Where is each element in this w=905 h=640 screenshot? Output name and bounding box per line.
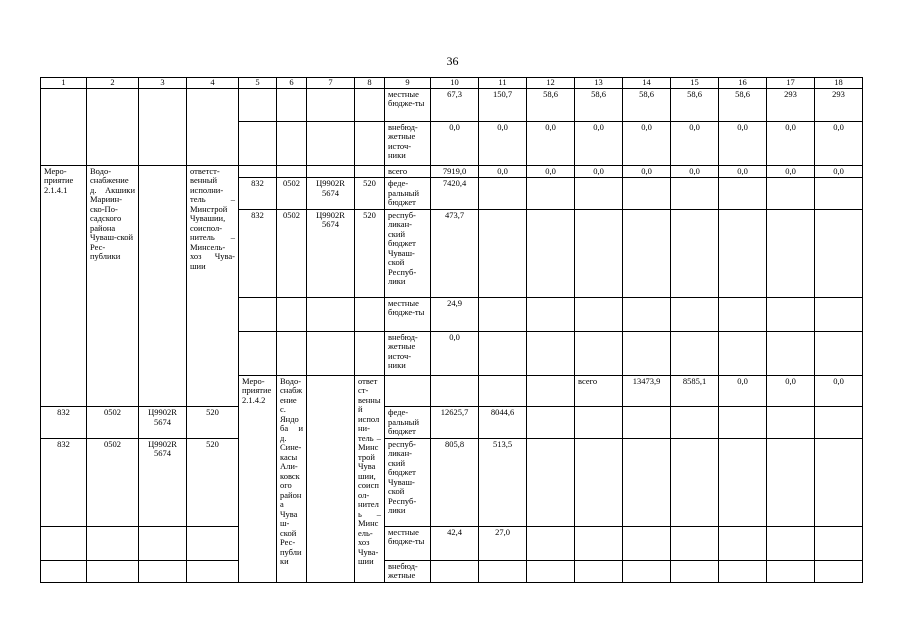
column-header: 3 [139, 78, 187, 89]
value-cell: 0,0 [527, 121, 575, 165]
value-cell: 0,0 [431, 121, 479, 165]
column-header: 4 [187, 78, 239, 89]
value-cell: 0,0 [575, 165, 623, 178]
value-cell [479, 297, 527, 331]
value-cell: 0,0 [575, 121, 623, 165]
code-cell: Ц9902R 5674 [139, 438, 187, 526]
value-cell [479, 178, 527, 210]
column-header: 12 [527, 78, 575, 89]
measure-id: Меро-приятие 2.1.4.2 [239, 375, 277, 582]
column-header: 13 [575, 78, 623, 89]
value-cell: 42,4 [431, 526, 479, 560]
column-header: 7 [307, 78, 355, 89]
table-row [41, 560, 863, 582]
value-cell: 0,0 [767, 375, 815, 407]
column-header: 10 [431, 78, 479, 89]
measure-name: Водо-снабжение с. Яндоба и д. Сине-касы Али-ковского района Чуваш-ской Рес-публики [277, 375, 307, 582]
value-cell: 0,0 [815, 121, 863, 165]
source-cell: внебюд-жетные [385, 560, 431, 582]
table-row [41, 438, 863, 526]
value-cell: 0,0 [767, 165, 815, 178]
column-header: 1 [41, 78, 87, 89]
value-cell: 0,0 [719, 121, 767, 165]
value-cell [479, 331, 527, 375]
budget-table [40, 77, 863, 583]
value-cell: 150,7 [479, 88, 527, 121]
value-cell: 58,6 [623, 88, 671, 121]
measure-executor: ответст-венный исполни-тель – Минстрой Чувашии, соиспол-нитель – Минсель-хоз Чува-шии [187, 165, 239, 407]
value-cell: 0,0 [719, 375, 767, 407]
column-number-row [41, 78, 863, 89]
code-cell: 0502 [87, 407, 139, 439]
value-cell [431, 560, 479, 582]
code-cell: 0502 [277, 209, 307, 297]
column-header: 14 [623, 78, 671, 89]
value-cell: 58,6 [575, 88, 623, 121]
code-cell: 520 [355, 209, 385, 297]
value-cell [479, 560, 527, 582]
value-cell: 7420,4 [431, 178, 479, 210]
code-cell: 0502 [87, 438, 139, 526]
code-cell: 520 [187, 407, 239, 439]
value-cell: 58,6 [527, 88, 575, 121]
code-cell: 832 [41, 407, 87, 439]
value-cell: 8585,1 [671, 375, 719, 407]
source-cell: местные бюдже-ты [385, 297, 431, 331]
column-header: 11 [479, 78, 527, 89]
value-cell: 58,6 [719, 88, 767, 121]
value-cell: 0,0 [479, 121, 527, 165]
code-cell: 832 [239, 209, 277, 297]
value-cell: 0,0 [431, 331, 479, 375]
source-cell: всего [385, 165, 431, 178]
value-cell: 293 [815, 88, 863, 121]
value-cell: 0,0 [815, 165, 863, 178]
table-row [41, 526, 863, 560]
value-cell: 24,9 [431, 297, 479, 331]
value-cell [479, 209, 527, 297]
value-cell: 0,0 [527, 165, 575, 178]
table-row [41, 407, 863, 439]
code-cell: Ц9902R 5674 [307, 178, 355, 210]
table-row [41, 165, 863, 178]
measure-id: Меро-приятие 2.1.4.1 [41, 165, 87, 407]
source-cell: респуб-ликан-ский бюджет Чуваш-ской Респуб-лики [385, 438, 431, 526]
code-cell: 832 [41, 438, 87, 526]
value-cell: 805,8 [431, 438, 479, 526]
value-cell: 0,0 [671, 165, 719, 178]
source-cell: местные бюдже-ты [385, 526, 431, 560]
code-cell: 520 [355, 178, 385, 210]
code-cell: 520 [187, 438, 239, 526]
code-cell: 0502 [277, 178, 307, 210]
column-header: 9 [385, 78, 431, 89]
table-row [41, 88, 863, 121]
value-cell: 0,0 [815, 375, 863, 407]
value-cell: 513,5 [479, 438, 527, 526]
value-cell: 13473,9 [623, 375, 671, 407]
value-cell: 293 [767, 88, 815, 121]
source-cell: всего [575, 375, 623, 407]
measure-name: Водо-снабжение д. Акшики Мариин-ско-По-садского района Чуваш-ской Рес-публики [87, 165, 139, 407]
column-header: 17 [767, 78, 815, 89]
measure-executor: ответст-венный исполни-тель – Минстрой Чувашии, соиспол-нитель – Минсель-хоз Чува-шии [355, 375, 385, 582]
source-cell: феде-ральный бюджет [385, 407, 431, 439]
column-header: 8 [355, 78, 385, 89]
value-cell: 0,0 [623, 121, 671, 165]
page-number: 36 [446, 54, 459, 68]
column-header: 18 [815, 78, 863, 89]
code-cell: Ц9902R 5674 [307, 209, 355, 297]
source-cell: феде-ральный бюджет [385, 178, 431, 210]
code-cell: Ц9902R 5674 [139, 407, 187, 439]
value-cell: 12625,7 [431, 407, 479, 439]
value-cell: 0,0 [671, 121, 719, 165]
value-cell: 0,0 [719, 165, 767, 178]
column-header: 16 [719, 78, 767, 89]
code-cell: 832 [239, 178, 277, 210]
value-cell: 7919,0 [431, 165, 479, 178]
source-cell: респуб-ликан-ский бюджет Чуваш-ской Респуб-лики [385, 209, 431, 297]
column-header: 5 [239, 78, 277, 89]
column-header: 15 [671, 78, 719, 89]
source-cell: внебюд-жетные источ-ники [385, 121, 431, 165]
source-cell: внебюд-жетные источ-ники [385, 331, 431, 375]
column-header: 6 [277, 78, 307, 89]
value-cell: 8044,6 [479, 407, 527, 439]
column-header: 2 [87, 78, 139, 89]
value-cell: 473,7 [431, 209, 479, 297]
value-cell: 58,6 [671, 88, 719, 121]
value-cell: 27,0 [479, 526, 527, 560]
value-cell: 67,3 [431, 88, 479, 121]
source-cell: местные бюдже-ты [385, 88, 431, 121]
value-cell: 0,0 [767, 121, 815, 165]
value-cell: 0,0 [623, 165, 671, 178]
value-cell: 0,0 [479, 165, 527, 178]
